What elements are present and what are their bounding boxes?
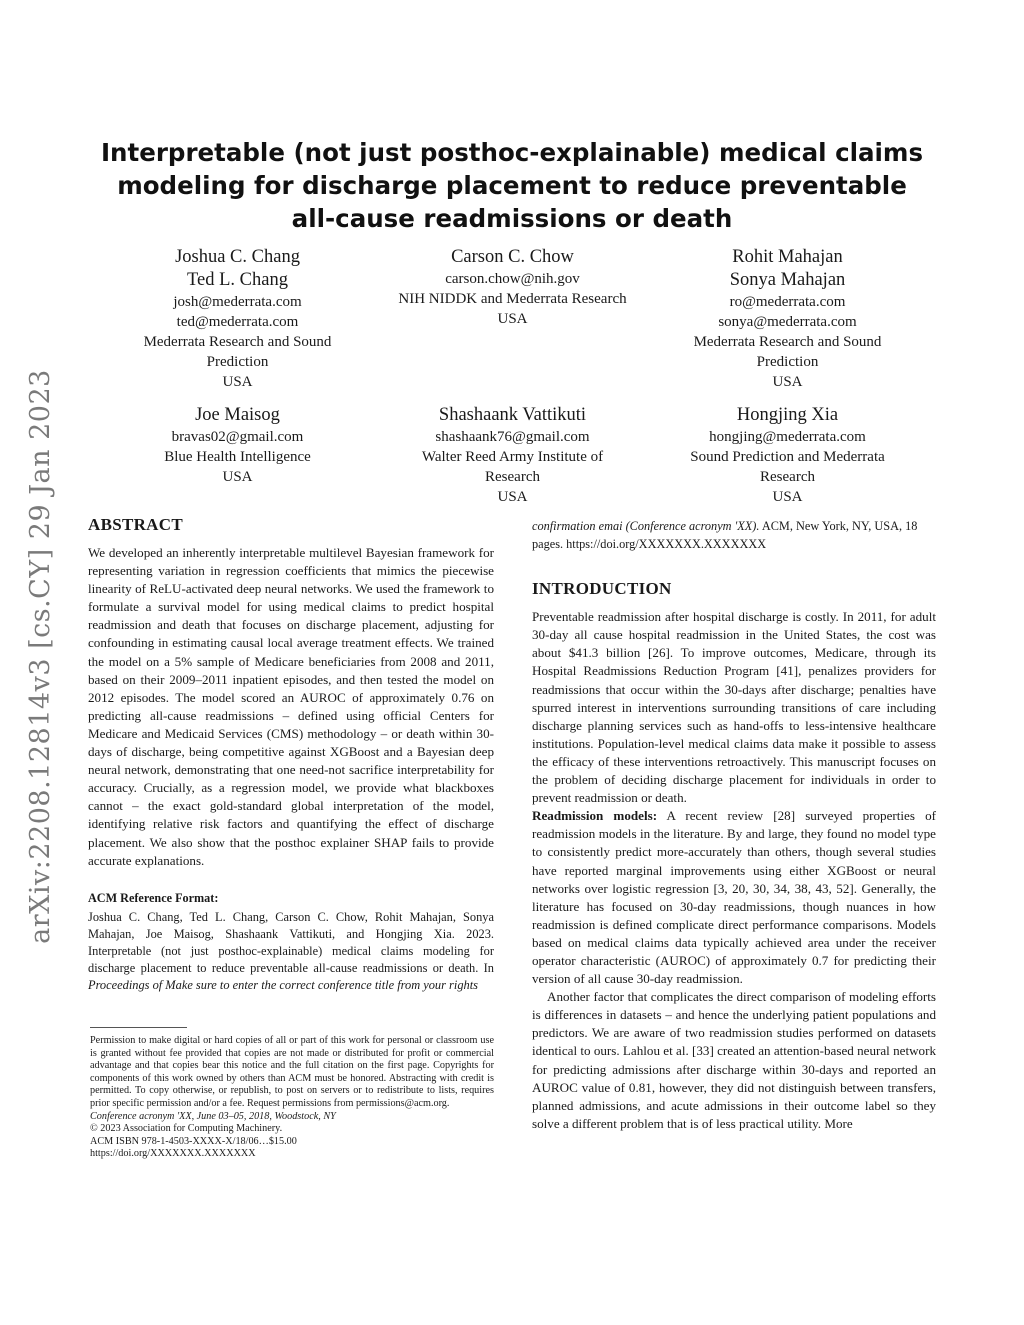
author-country: USA xyxy=(497,489,528,505)
author-country: USA xyxy=(772,374,803,390)
author-name: Joe Maisog xyxy=(195,405,280,425)
author-email: ro@mederrata.com xyxy=(729,294,846,310)
intro-paragraph-2 xyxy=(532,807,936,988)
conference-italic: Conference acronym 'XX, June 03–05, 2018, Woodstock, NY xyxy=(90,1110,336,1122)
author-affiliation: Research xyxy=(485,469,540,485)
acm-reference-continued xyxy=(532,518,936,553)
author-block xyxy=(100,404,375,487)
author-email: sonya@mederrata.com xyxy=(718,314,857,330)
author-affiliation: Mederrata Research and Sound xyxy=(143,334,332,350)
introduction-heading: INTRODUCTION xyxy=(532,579,672,599)
author-affiliation: NIH NIDDK and Mederrata Research xyxy=(398,291,627,307)
author-name: Carson C. Chow xyxy=(451,247,574,267)
copyright-footnote xyxy=(90,1035,494,1161)
author-name: Rohit Mahajan xyxy=(732,247,843,267)
author-name: Ted L. Chang xyxy=(187,270,288,290)
author-country: USA xyxy=(772,489,803,505)
author-email: carson.chow@nih.gov xyxy=(445,271,580,287)
title-line-3: all-cause readmissions or death xyxy=(291,204,733,233)
acm-reference-heading: ACM Reference Format: xyxy=(88,890,219,905)
title-line-2: modeling for discharge placement to reduce preventable xyxy=(117,171,907,200)
acm-reference-text xyxy=(88,909,494,994)
author-block xyxy=(375,246,650,329)
author-block xyxy=(375,404,650,507)
acm-reference-plain: Joshua C. Chang, Ted L. Chang, Carson C. Chow, Rohit Mahajan, Sonya Mahajan, Joe Maisog, Shashaank Vattikuti, and Hongjing Xia. 2023. Interpretable (not just posthoc-explainable) medical claims modeling for discharge placement to reduce preventable all-cause readmissions or death. In xyxy=(88,909,494,975)
author-country: USA xyxy=(497,311,528,327)
author-affiliation: Research xyxy=(760,469,815,485)
author-email: josh@mederrata.com xyxy=(173,294,302,310)
author-affiliation: Walter Reed Army Institute of xyxy=(421,449,604,465)
author-block xyxy=(650,404,925,507)
intro-paragraph-1: Preventable readmission after hospital discharge is costly. In 2011, for adult 30-day all cause hospital readmission in the United States, the cost was about $41.3 billion [26]. To improve outcomes, Medicare, through its Hospital Readmissions Reduction Program [41], penalizes providers for readmissions that occur within the 30-days after discharge; penalties have spurred interest in interventions surrounding transitions of care including discharge planning services such as hand-offs to less-intensive healthcare institutions. Population-level medical claims data make it possible to assess the efficacy of these interventions retroactively. This manuscript focuses on the problem of deciding discharge placement for individuals in order to prevent readmission or death. xyxy=(532,609,936,806)
author-affiliation: Prediction xyxy=(206,354,269,370)
conference-line xyxy=(90,1111,494,1124)
paper-title xyxy=(100,136,924,235)
author-email: ted@mederrata.com xyxy=(176,314,299,330)
author-affiliation: Blue Health Intelligence xyxy=(164,449,311,465)
author-email: shashaank76@gmail.com xyxy=(435,429,590,445)
author-name: Joshua C. Chang xyxy=(175,247,300,267)
author-name: Shashaank Vattikuti xyxy=(438,405,587,425)
permission-notice: Permission to make digital or hard copies of all or part of this work for personal or classroom use is granted without fee provided that copies are not made or distributed for profit or commercial advantage and that copies bear this notice and the full citation on the first page. Copyrights for components of this work owned by others than ACM must be honored. Abstracting with credit is permitted. To copy otherwise, or republish, to post on servers or to redistribute to lists, requires prior specific permission and/or a fee. Request permissions from permissions@acm.org. xyxy=(90,1035,494,1109)
readmission-models-label: Readmission models: xyxy=(532,808,658,824)
intro-paragraph-3: Another factor that complicates the direct comparison of modeling efforts is differences in datasets – and hence the underlying patient populations and predictors. We are aware of two readmission studies performed on datasets identical to ours. Lahlou et al. [33] created an attention-based neural network for predicting admissions after discharge within 30-days and reported an AUROC value of 0.81, however, they did not distinguish between transfers, planned admissions, and acute admissions in their outcome label so they solve a different problem that is of less practical utility. More xyxy=(532,989,936,1131)
abstract-text: We developed an inherently interpretable multilevel Bayesian framework for representing variation in regression coefficients that mimics the piecewise linearity of ReLU-activated deep neural networks. We used the framework to formulate a survival model for using medical claims to predict hospital readmission and death that focuses on discharge placement, adjusting for confounding in estimating causal local average treatment effects. We trained the model on a 5% sample of Medicare beneficiaries from 2008 and 2011, based on their 2009–2011 inpatient episodes, and then tested the model on 2012 episodes. The model scored an AUROC of approximately 0.76 on predicting all-cause readmissions – defined using official Centers for Medicare and Medicaid Services (CMS) methodology – or death within 30-days of discharge, being competitive against XGBoost and a Bayesian deep neural network, demonstrating that one need-not sacrifice interpretability for accuracy. Crucially, as a regression model, we provide what blackboxes cannot – the exact gold-standard global interpretation of the model, identifying relative risk factors and quantifying the effect of discharge placement. We also show that the posthoc explainer SHAP fails to provide accurate explanations. xyxy=(88,545,494,868)
author-name: Hongjing Xia xyxy=(736,405,839,425)
footnote-divider xyxy=(90,1027,187,1028)
author-name: Sonya Mahajan xyxy=(729,270,846,290)
author-email: bravas02@gmail.com xyxy=(171,429,304,445)
acm-reference-cont-plain: ACM, New York, NY, USA, 18 pages. https://doi.org/XXXXXXX.XXXXXXX xyxy=(532,519,918,551)
title-line-1: Interpretable (not just posthoc-explainable) medical claims xyxy=(100,138,924,167)
isbn-line: ACM ISBN 978-1-4503-XXXX-X/18/06…$15.00 xyxy=(90,1135,297,1147)
copyright-line: © 2023 Association for Computing Machinery. xyxy=(90,1123,283,1135)
author-block xyxy=(100,246,375,392)
left-column xyxy=(88,514,494,994)
doi-line: https://doi.org/XXXXXXX.XXXXXXX xyxy=(90,1148,256,1160)
author-affiliation: Prediction xyxy=(756,354,819,370)
intro-paragraph-2-text: A recent review [28] surveyed properties of readmission models in the literature. By and large, they found no model type to consistently predict more-accurately than others, though several studies have reported marginal improvements using either XGBoost or neural networks over logistic regression [3, 20, 30, 34, 38, 43, 52]. Generally, the literature has focused on 30-day readmissions, though nuances in how readmission is defined complicate direct performance comparisons. Models based on medical claims data typically achieved area under the receiver operator characteristic (AUROC) of approximately 0.7 for predicting their version of all cause 30-day readmission. xyxy=(532,808,936,987)
author-country: USA xyxy=(222,469,253,485)
right-column xyxy=(532,518,936,1133)
author-country: USA xyxy=(222,374,253,390)
author-email: hongjing@mederrata.com xyxy=(709,429,866,445)
author-affiliation: Sound Prediction and Mederrata xyxy=(690,449,885,465)
author-affiliation: Mederrata Research and Sound xyxy=(693,334,882,350)
arxiv-id-text: arXiv:2208.12814v3 [cs.CY] 29 Jan 2023 xyxy=(24,368,56,944)
acm-reference-italic: Proceedings of Make sure to enter the correct conference title from your rights xyxy=(88,977,478,992)
arxiv-identifier xyxy=(8,366,72,946)
acm-reference-cont-italic: confirmation emai (Conference acronym 'XX). xyxy=(532,519,760,533)
abstract-heading: ABSTRACT xyxy=(88,515,183,534)
author-block xyxy=(650,246,925,392)
